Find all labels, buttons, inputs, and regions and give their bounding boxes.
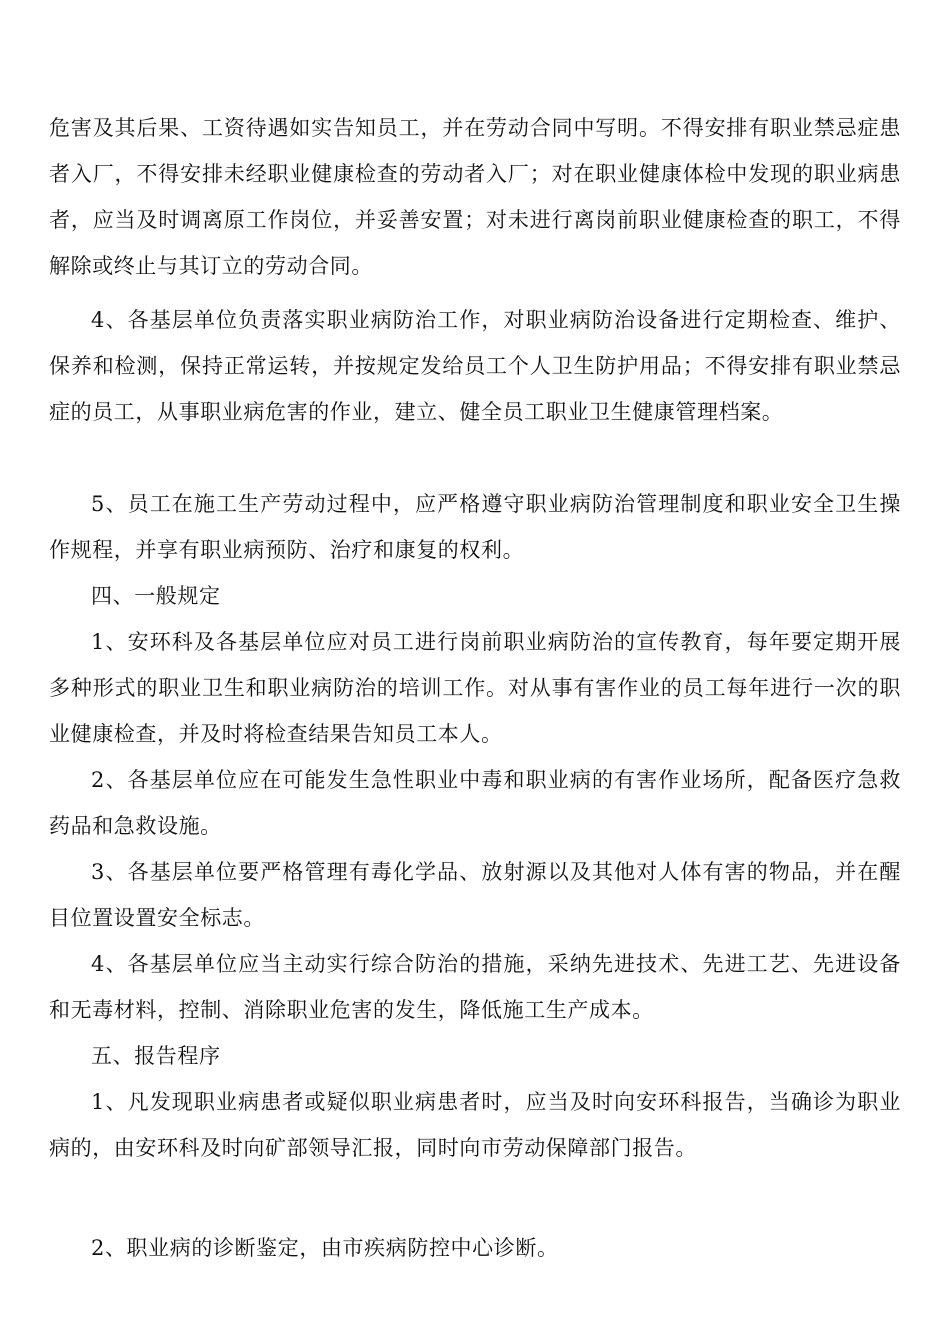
paragraph-general-3: 3、各基层单位要严格管理有毒化学品、放射源以及其他对人体有害的物品，并在醒目位置设置安全标志。	[49, 860, 901, 930]
paragraph-general-2: 2、各基层单位应在可能发生急性职业中毒和职业病的有害作业场所，配备医疗急救药品和急救设施。	[49, 768, 901, 838]
section-heading-general-rules: 四、一般规定	[91, 584, 221, 608]
paragraph-general-1: 1、安环科及各基层单位应对员工进行岗前职业病防治的宣传教育，每年要定期开展多种形式的职业卫生和职业病防治的培训工作。对从事有害作业的员工每年进行一次的职业健康检查，并及时将检查结果告知员工本人。	[49, 630, 901, 746]
section-heading-reporting: 五、报告程序	[91, 1044, 221, 1068]
paragraph-item-5: 5、员工在施工生产劳动过程中，应严格遵守职业病防治管理制度和职业安全卫生操作规程，并享有职业病预防、治疗和康复的权利。	[49, 492, 901, 562]
paragraph-general-4: 4、各基层单位应当主动实行综合防治的措施，采纳先进技术、先进工艺、先进设备和无毒材料，控制、消除职业危害的发生，降低施工生产成本。	[49, 952, 901, 1022]
paragraph-report-2: 2、职业病的诊断鉴定，由市疾病防控中心诊断。	[91, 1236, 559, 1260]
paragraph-report-1: 1、凡发现职业病患者或疑似职业病患者时，应当及时向安环科报告，当确诊为职业病的，由安环科及时向矿部领导汇报，同时向市劳动保障部门报告。	[49, 1090, 901, 1160]
paragraph-continuation: 危害及其后果、工资待遇如实告知员工，并在劳动合同中写明。不得安排有职业禁忌症患者入厂，不得安排未经职业健康检查的劳动者入厂；对在职业健康体检中发现的职业病患者，应当及时调离原工作岗位，并妥善安置；对未进行离岗前职业健康检查的职工，不得解除或终止与其订立的劳动合同。	[49, 116, 901, 278]
paragraph-item-4: 4、各基层单位负责落实职业病防治工作，对职业病防治设备进行定期检查、维护、保养和检测，保持正常运转，并按规定发给员工个人卫生防护用品；不得安排有职业禁忌症的员工，从事职业病危害的作业，建立、健全员工职业卫生健康管理档案。	[49, 308, 901, 424]
